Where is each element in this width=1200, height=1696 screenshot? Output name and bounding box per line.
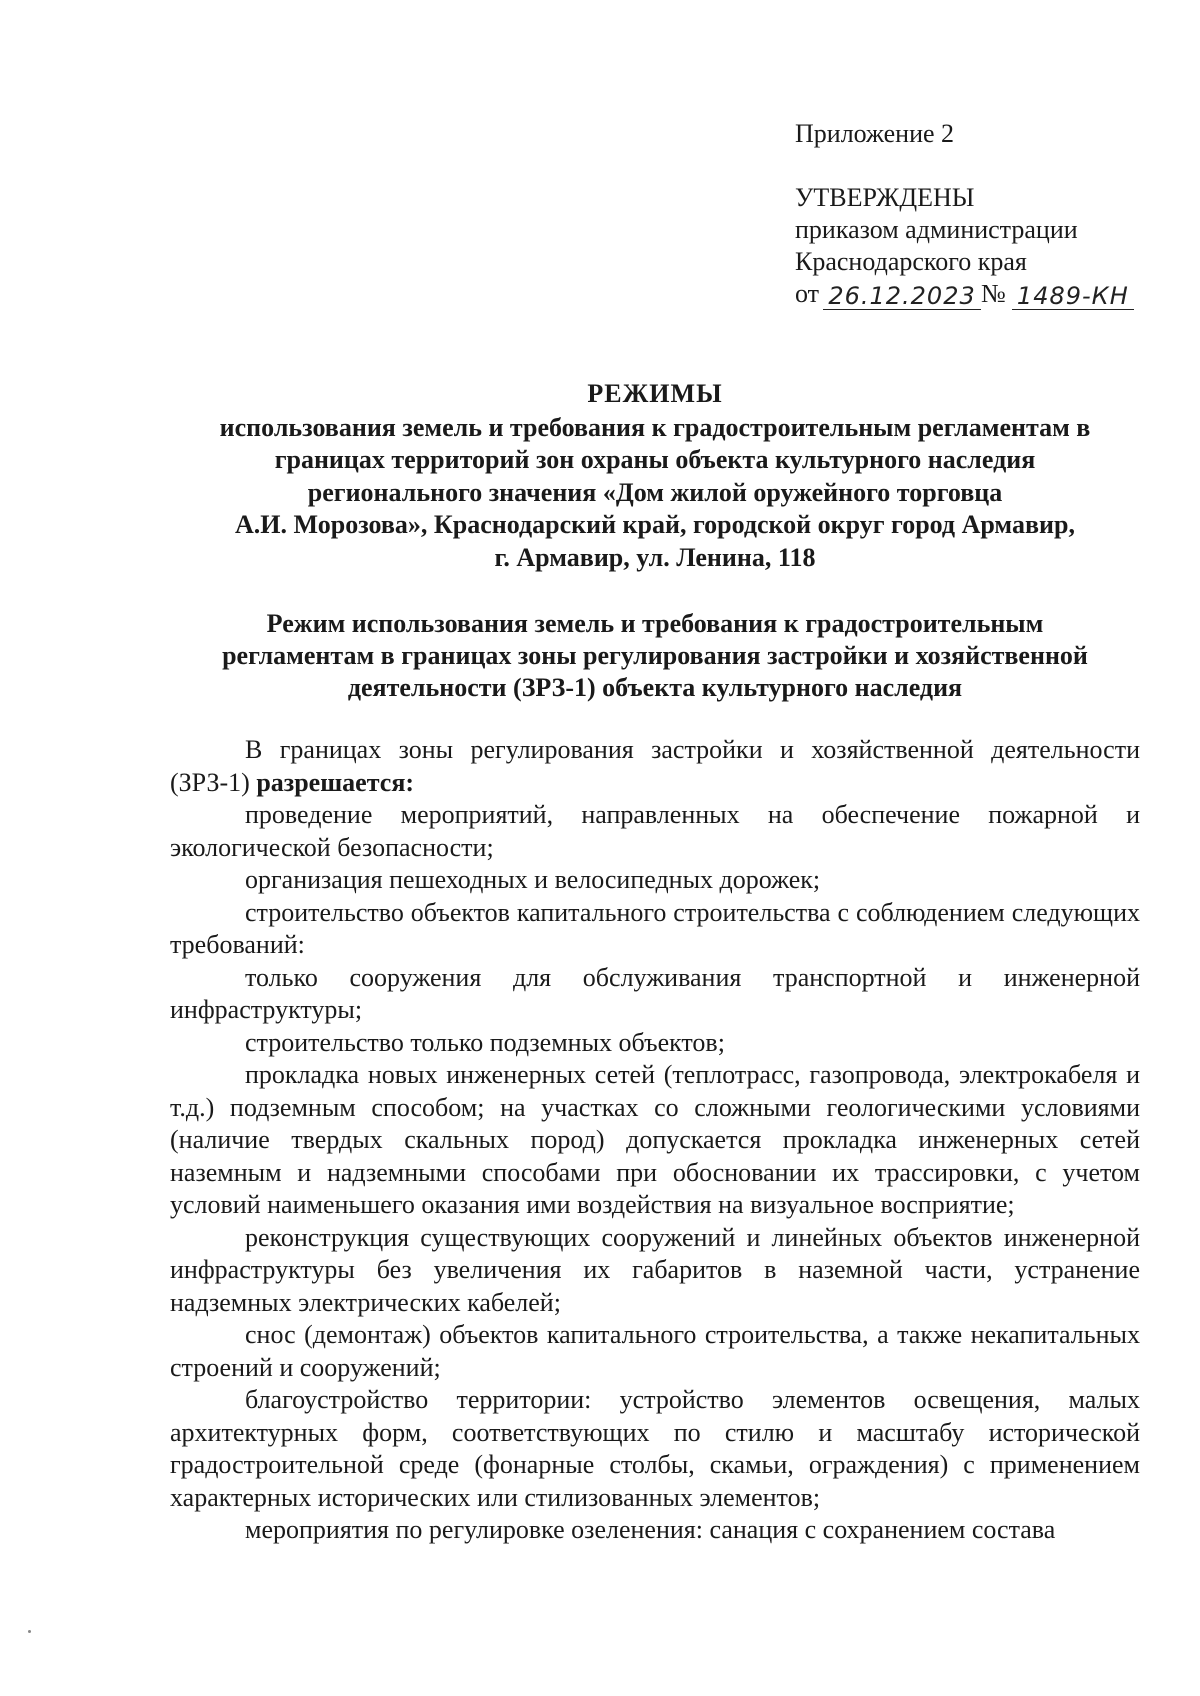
title-line: А.И. Морозова», Краснодарский край, городской округ город Армавир, [235, 510, 1075, 539]
intro-text: В границах зоны регулирования застройки и хозяйственной деятельности (ЗРЗ-1) [170, 735, 1140, 797]
paragraph: реконструкция существующих сооружений и линейных объектов инженерной инфраструктуры без увеличения их габаритов в наземной части, устранение надземных электрических кабелей; [170, 1222, 1140, 1317]
paragraph: проведение мероприятий, направленных на обеспечение пожарной и экологической безопасности; [170, 800, 1140, 862]
body-text [170, 734, 1140, 1547]
section-heading-line: регламентам в границах зоны регулирования застройки и хозяйственной [222, 641, 1088, 670]
order-label: приказом администрации [795, 215, 1078, 244]
order-date-number [795, 278, 1175, 310]
paragraph: благоустройство территории: устройство элементов освещения, малых архитектурных форм, соответствующих по стилю и масштабу исторической градостроительной среде (фонарные столбы, скамьи, ограждения) с применением характерных исторических или стилизованных элементов; [170, 1385, 1140, 1512]
appendix-header [795, 118, 1175, 310]
title-line: регионального значения «Дом жилой оружейного торговца [307, 477, 1003, 507]
intro-bold: разрешается: [256, 767, 415, 797]
title-line: использования земель и требования к градостроительным регламентам в [219, 412, 1091, 442]
section-heading [175, 608, 1135, 704]
section-heading-line: Режим использования земель и требования к градостроительным [266, 609, 1044, 638]
handwritten-number: 1489-КН [1012, 283, 1134, 310]
appendix-label: Приложение 2 [795, 119, 955, 148]
paragraph: организация пешеходных и велосипедных дорожек; [245, 865, 821, 894]
approved-label: УТВЕРЖДЕНЫ [795, 183, 975, 212]
number-sign: № [981, 279, 1006, 308]
from-prefix: от [795, 279, 820, 308]
title-line: г. Армавир, ул. Ленина, 118 [494, 542, 816, 572]
paragraph: строительство объектов капитального строительства с соблюдением следующих требований: [170, 897, 1140, 959]
document-title [165, 378, 1145, 574]
title-main: РЕЖИМЫ [587, 379, 723, 408]
intro-paragraph [170, 734, 1140, 799]
region-label: Краснодарского края [795, 247, 1027, 276]
paragraph: мероприятия по регулировке озеленения: санация с сохранением состава [245, 1515, 1056, 1544]
scan-speck [28, 1630, 31, 1633]
paragraph: прокладка новых инженерных сетей (теплотрасс, газопровода, электрокабеля и т.д.) подземным способом; на участках со сложными геологическими условиями (наличие твердых скальных пород) допускается прокладка инженерных сетей наземным и надземными способами при обосновании их трассировки, с учетом условий наименьшего оказания ими воздействия на визуальное восприятие; [170, 1060, 1140, 1219]
paragraph: только сооружения для обслуживания транспортной и инженерной инфраструктуры; [170, 962, 1140, 1024]
title-line: границах территорий зон охраны объекта культурного наследия [274, 445, 1036, 474]
section-heading-line: деятельности (ЗРЗ-1) объекта культурного наследия [347, 673, 963, 702]
paragraph: снос (демонтаж) объектов капитального строительства, а также некапитальных строений и сооружений; [170, 1320, 1140, 1382]
paragraph: строительство только подземных объектов; [245, 1027, 725, 1057]
handwritten-date: 26.12.2023 [823, 283, 981, 310]
